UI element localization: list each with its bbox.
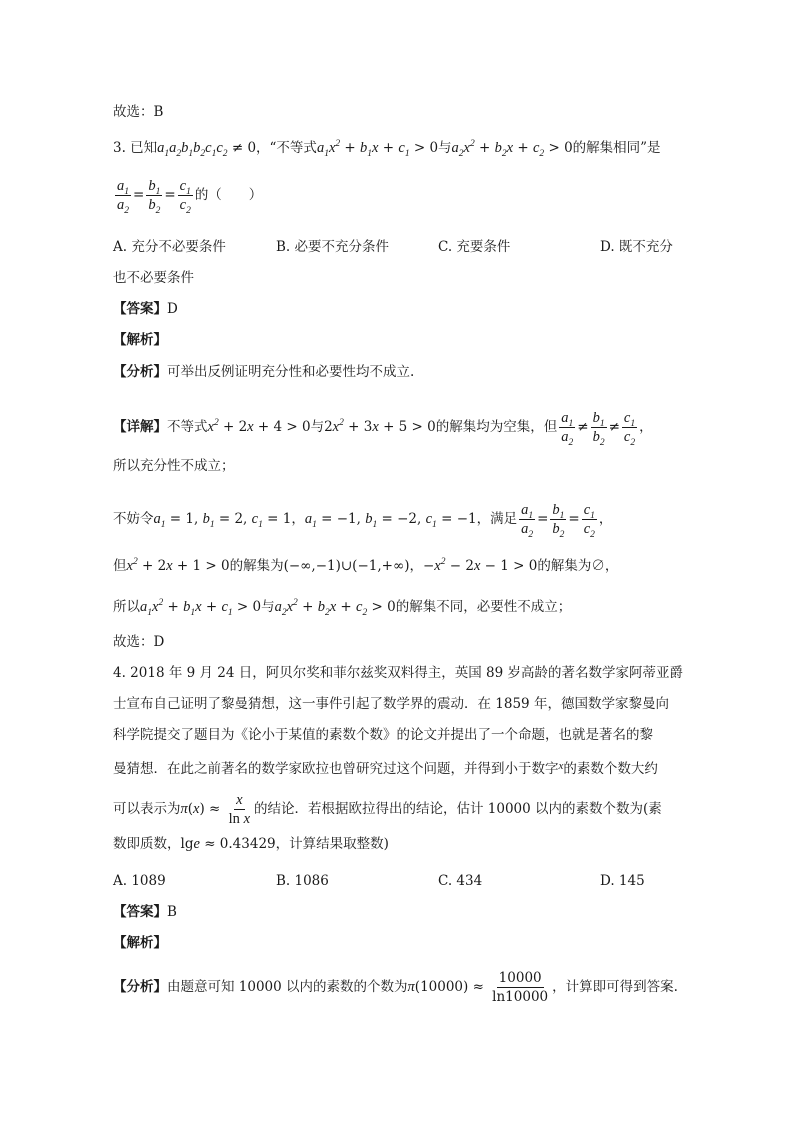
q4-line-4: 曼猜想．在此之前著名的数学家欧拉也曾研究过这个问题，并得到小于数字$^x$的素数个数大约	[113, 760, 658, 777]
q3-option-c: C. 充要条件	[438, 239, 511, 255]
q4-analysis-label: 【解析】	[113, 935, 167, 951]
q3-answer: 【答案】D	[113, 301, 178, 317]
q3-choose: 故选：D	[113, 634, 165, 650]
prev-answer: 故选：B	[113, 104, 164, 120]
q3-fenxi: 【分析】可举出反例证明充分性和必要性均不成立.	[113, 364, 415, 380]
q3-detail: 【详解】不等式$x^2 + 2x + 4 > 0$与$2x^2 + 3x + 5 > 0$的解集均为空集，但 $\frac{a_1}{a_2}$ ≠ $\frac{b_1}{b_2}$ ≠ $\frac{c_1}{c_2}$ ，	[113, 410, 653, 448]
q4-option-c: C. 434	[438, 873, 483, 889]
q4-line-5: 可以表示为π(x) ≈ $\frac{x}{\text{ln x}}$ 的结论．若根据欧拉得出的结论，估计 10000 以内的素数个数为(素	[113, 792, 662, 827]
q4-line-1: 4. 2018 年 9 月 24 日，阿贝尔奖和菲尔兹奖双料得主，英国 89 岁高龄的著名数学家阿蒂亚爵	[113, 665, 684, 681]
q3-solution-sets: 但$x^2 + 2x + 1 > 0$的解集为(−∞,−1)∪(−1,+∞)，$-x^2 - 2x - 1 > 0$的解集为∅，	[113, 557, 619, 574]
q4-option-d: D. 145	[600, 873, 645, 889]
q3-analysis-label: 【解析】	[113, 332, 167, 348]
q4-option-a: A. 1089	[113, 873, 166, 889]
q4-option-b: B. 1086	[276, 873, 329, 889]
q3-counterexample: 不妨令$a_1 = 1$, $b_1 = 2$, $c_1 = 1$，$a_1 = -1$, $b_1 = -2$, $c_1 = -1$，满足 $\frac{a_1}{a_2}$ = $\frac{b_1}{b_2}$ = $\frac{c_1}{c_2}$ ，	[113, 502, 613, 540]
q3-option-a: A. 充分不必要条件	[113, 239, 226, 255]
q3-conclusion: 所以$a_1x^2 + b_1x + c_1 > 0$与$a_2x^2 + b_2x + c_2 > 0$的解集不同，必要性不成立；	[113, 598, 572, 618]
q4-line-6: 数即质数，lge ≈ 0.43429，计算结果取整数)	[113, 836, 389, 852]
q4-line-2: 士宣布自己证明了黎曼猜想，这一事件引起了数学界的震动．在 1859 年，德国数学家黎曼向	[113, 696, 669, 712]
q3-ratio-condition: $\frac{a_1}{a_2}$ = $\frac{b_1}{b_2}$ = $\frac{c_1}{c_2}$ 的（ ）	[117, 178, 263, 216]
q3-stem: 3. 已知$a_1a_2b_1b_2c_1c_2 \ne 0$，“不等式$a_1x^2 + b_1x + c_1 > 0$与$a_2x^2 + b_2x + c_2 > 0$的解集相同”是	[113, 139, 661, 159]
q4-answer: 【答案】B	[113, 904, 177, 920]
q3-option-d-continued: 也不必要条件	[113, 270, 194, 286]
q4-line-3: 科学院提交了题目为《论小于某值的素数个数》的论文并提出了一个命题，也就是著名的黎	[113, 727, 653, 743]
q3-option-b: B. 必要不充分条件	[276, 239, 390, 255]
q4-fenxi: 【分析】由题意可知 10000 以内的素数的个数为π(10000) ≈ $\frac{10000}{\ln 10000}$ ，计算即可得到答案.	[113, 970, 678, 1005]
q3-detail-line2: 所以充分性不成立；	[113, 458, 235, 474]
q3-option-d: D. 既不充分	[600, 239, 673, 255]
